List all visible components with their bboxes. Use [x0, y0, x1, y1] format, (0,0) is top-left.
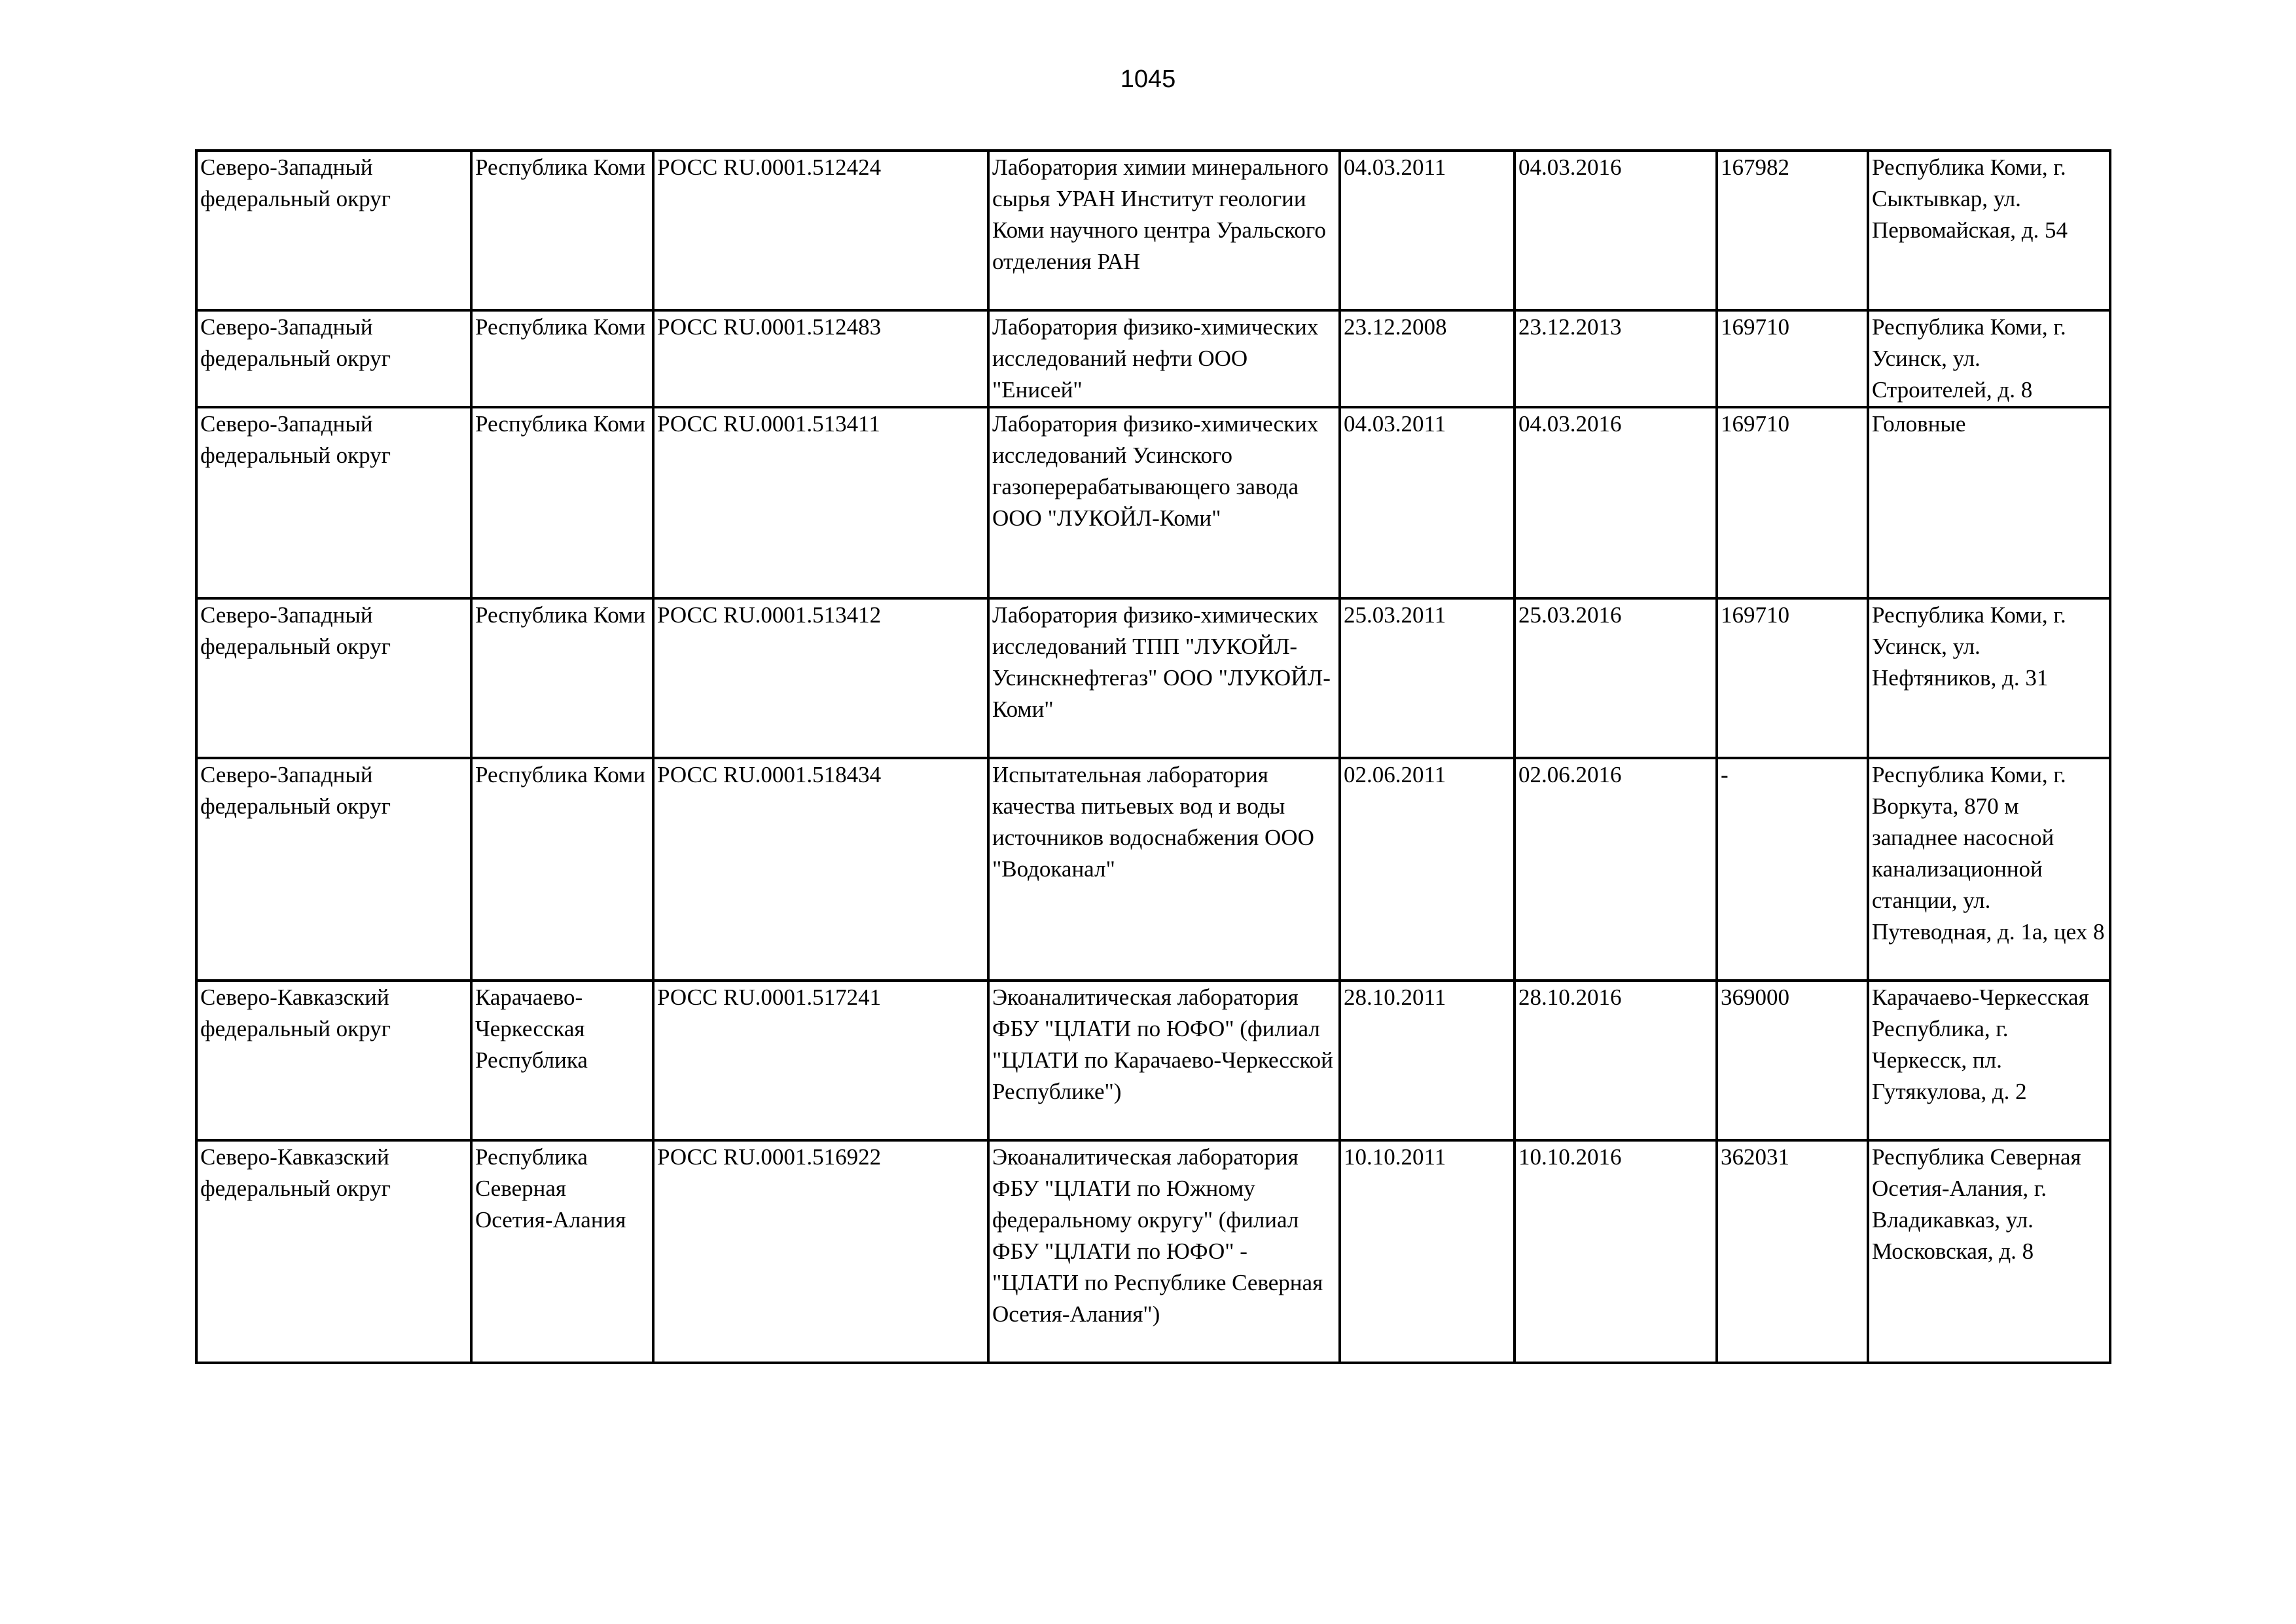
address-text: Республика Северная Осетия-Алания, г. Владикавказ, ул. Московская, д. 8 — [1872, 1144, 2081, 1264]
date-from-text: 04.03.2011 — [1344, 154, 1446, 180]
address-cell — [1868, 310, 2110, 407]
region-text: Республика Коми — [475, 411, 645, 437]
date-to-text: 28.10.2016 — [1518, 984, 1622, 1010]
date-from-cell — [1340, 310, 1515, 407]
table-row — [196, 1140, 2110, 1363]
laboratory-cell — [988, 758, 1340, 981]
table-row — [196, 598, 2110, 758]
laboratory-text: Экоаналитическая лаборатория ФБУ "ЦЛАТИ по ЮФО" (филиал "ЦЛАТИ по Карачаево-Черкесской Республике") — [992, 984, 1333, 1104]
reg-number-text: РОСС RU.0001.516922 — [657, 1144, 882, 1170]
district-text: Северо-Западный федеральный округ — [200, 762, 391, 819]
region-text: Республика Коми — [475, 602, 645, 628]
date-to-cell — [1515, 758, 1717, 981]
postcode-text: 169710 — [1721, 314, 1789, 340]
region-cell — [471, 310, 653, 407]
address-cell — [1868, 758, 2110, 981]
date-from-text: 23.12.2008 — [1344, 314, 1447, 340]
date-to-text: 04.03.2016 — [1518, 411, 1622, 437]
region-cell — [471, 598, 653, 758]
laboratory-text: Экоаналитическая лаборатория ФБУ "ЦЛАТИ по Южному федеральному округу" (филиал ФБУ "ЦЛАТИ по ЮФО" - "ЦЛАТИ по Республике Северная Осетия-Алания") — [992, 1144, 1323, 1327]
district-text: Северо-Кавказский федеральный округ — [200, 984, 391, 1041]
laboratory-text: Лаборатория физико-химических исследований Усинского газоперерабатывающего завода ООО "ЛУКОЙЛ-Коми" — [992, 411, 1319, 531]
postcode-text: 362031 — [1721, 1144, 1789, 1170]
reg-number-cell — [653, 758, 988, 981]
laboratory-cell — [988, 598, 1340, 758]
date-from-text: 25.03.2011 — [1344, 602, 1446, 628]
date-to-cell — [1515, 310, 1717, 407]
address-text: Республика Коми, г. Сыктывкар, ул. Первомайская, д. 54 — [1872, 154, 2068, 243]
postcode-text: - — [1721, 762, 1729, 787]
postcode-cell — [1717, 981, 1868, 1140]
district-text: Северо-Западный федеральный округ — [200, 314, 391, 371]
date-to-text: 23.12.2013 — [1518, 314, 1622, 340]
postcode-cell — [1717, 407, 1868, 598]
date-from-cell — [1340, 151, 1515, 310]
reg-number-text: РОСС RU.0001.513412 — [657, 602, 882, 628]
date-from-text: 04.03.2011 — [1344, 411, 1446, 437]
postcode-cell — [1717, 1140, 1868, 1363]
region-cell — [471, 981, 653, 1140]
date-from-cell — [1340, 407, 1515, 598]
laboratory-registry-table — [195, 149, 2111, 1364]
address-cell — [1868, 151, 2110, 310]
postcode-text: 169710 — [1721, 411, 1789, 437]
reg-number-cell — [653, 151, 988, 310]
address-text: Республика Коми, г. Усинск, ул. Строителей, д. 8 — [1872, 314, 2066, 403]
reg-number-cell — [653, 1140, 988, 1363]
date-from-cell — [1340, 981, 1515, 1140]
date-from-text: 02.06.2011 — [1344, 762, 1446, 787]
postcode-cell — [1717, 758, 1868, 981]
reg-number-cell — [653, 310, 988, 407]
date-from-text: 10.10.2011 — [1344, 1144, 1446, 1170]
address-cell — [1868, 407, 2110, 598]
address-text: Карачаево-Черкесская Республика, г. Черкесск, пл. Гутякулова, д. 2 — [1872, 984, 2089, 1104]
district-cell — [196, 310, 471, 407]
laboratory-text: Испытательная лаборатория качества питьевых вод и воды источников водоснабжения ООО "Водоканал" — [992, 762, 1314, 882]
district-cell — [196, 407, 471, 598]
laboratory-cell — [988, 310, 1340, 407]
postcode-cell — [1717, 151, 1868, 310]
table-row — [196, 407, 2110, 598]
postcode-cell — [1717, 598, 1868, 758]
address-text: Республика Коми, г. Усинск, ул. Нефтяников, д. 31 — [1872, 602, 2066, 691]
postcode-text: 167982 — [1721, 154, 1789, 180]
district-cell — [196, 758, 471, 981]
table-row — [196, 758, 2110, 981]
reg-number-text: РОСС RU.0001.517241 — [657, 984, 882, 1010]
district-cell — [196, 598, 471, 758]
laboratory-text: Лаборатория химии минерального сырья УРАН Институт геологии Коми научного центра Уральского отделения РАН — [992, 154, 1329, 274]
district-text: Северо-Западный федеральный округ — [200, 602, 391, 659]
table-row — [196, 310, 2110, 407]
reg-number-text: РОСС RU.0001.512483 — [657, 314, 882, 340]
date-from-text: 28.10.2011 — [1344, 984, 1446, 1010]
date-to-text: 25.03.2016 — [1518, 602, 1622, 628]
region-cell — [471, 1140, 653, 1363]
region-cell — [471, 407, 653, 598]
region-text: Республика Коми — [475, 762, 645, 787]
reg-number-cell — [653, 407, 988, 598]
postcode-cell — [1717, 310, 1868, 407]
reg-number-cell — [653, 598, 988, 758]
address-text: Головные — [1872, 411, 1966, 437]
date-to-text: 10.10.2016 — [1518, 1144, 1622, 1170]
laboratory-cell — [988, 981, 1340, 1140]
address-text: Республика Коми, г. Воркута, 870 м западнее насосной канализационной станции, ул. Путеводная, д. 1а, цех 8 — [1872, 762, 2105, 945]
date-to-cell — [1515, 407, 1717, 598]
district-text: Северо-Западный федеральный округ — [200, 411, 391, 468]
date-from-cell — [1340, 1140, 1515, 1363]
reg-number-cell — [653, 981, 988, 1140]
region-text: Республика Северная Осетия-Алания — [475, 1144, 626, 1233]
date-to-cell — [1515, 981, 1717, 1140]
laboratory-text: Лаборатория физико-химических исследований нефти ООО "Енисей" — [992, 314, 1319, 403]
district-text: Северо-Западный федеральный округ — [200, 154, 391, 211]
region-cell — [471, 758, 653, 981]
district-cell — [196, 981, 471, 1140]
postcode-text: 169710 — [1721, 602, 1789, 628]
region-text: Республика Коми — [475, 154, 645, 180]
table-row — [196, 151, 2110, 310]
reg-number-text: РОСС RU.0001.512424 — [657, 154, 882, 180]
table-row — [196, 981, 2110, 1140]
laboratory-cell — [988, 151, 1340, 310]
reg-number-text: РОСС RU.0001.518434 — [657, 762, 882, 787]
date-from-cell — [1340, 758, 1515, 981]
date-to-text: 04.03.2016 — [1518, 154, 1622, 180]
region-text: Карачаево-Черкесская Республика — [475, 984, 588, 1073]
address-cell — [1868, 1140, 2110, 1363]
date-to-cell — [1515, 1140, 1717, 1363]
laboratory-text: Лаборатория физико-химических исследований ТПП "ЛУКОЙЛ-Усинскнефтегаз" ООО "ЛУКОЙЛ-Коми" — [992, 602, 1331, 722]
region-text: Республика Коми — [475, 314, 645, 340]
region-cell — [471, 151, 653, 310]
page-number: 1045 — [1120, 65, 1176, 93]
district-text: Северо-Кавказский федеральный округ — [200, 1144, 391, 1201]
date-to-text: 02.06.2016 — [1518, 762, 1622, 787]
district-cell — [196, 1140, 471, 1363]
address-cell — [1868, 981, 2110, 1140]
date-from-cell — [1340, 598, 1515, 758]
laboratory-cell — [988, 1140, 1340, 1363]
date-to-cell — [1515, 598, 1717, 758]
district-cell — [196, 151, 471, 310]
address-cell — [1868, 598, 2110, 758]
reg-number-text: РОСС RU.0001.513411 — [657, 411, 880, 437]
laboratory-cell — [988, 407, 1340, 598]
date-to-cell — [1515, 151, 1717, 310]
postcode-text: 369000 — [1721, 984, 1789, 1010]
